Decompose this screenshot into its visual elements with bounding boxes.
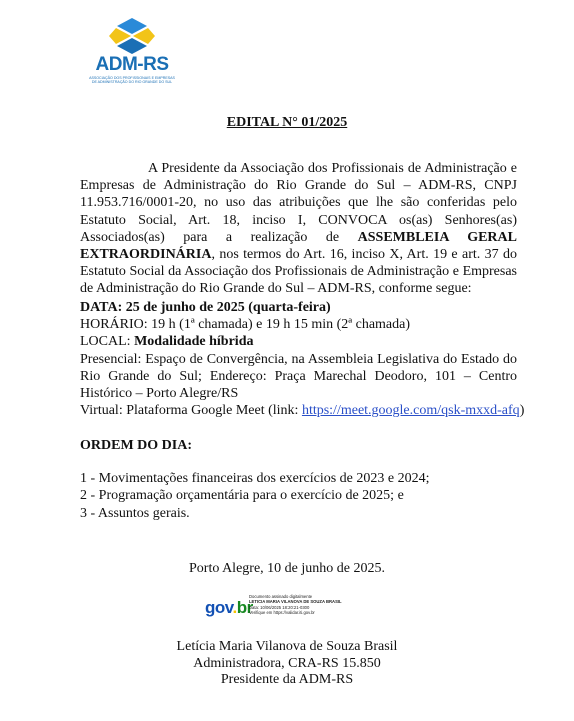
place-date: Porto Alegre, 10 de junho de 2025. xyxy=(189,561,385,576)
list-item: 2 - Programação orçamentária para o exercício de 2025; e xyxy=(80,488,404,504)
meeting-presencial: Presencial: Espaço de Convergência, na Assembleia Legislativa do Estado do Rio Grande do Sul; Endereço: Praça Marechal Deodoro, 101 – Centro Histórico – Porto Alegre/RS xyxy=(80,351,517,402)
meeting-details xyxy=(80,299,525,419)
signer-block xyxy=(0,639,574,689)
logo-wordmark: ADM-RS xyxy=(95,54,169,75)
list-item: 1 - Movimentações financeiras dos exercícios de 2023 e 2024; xyxy=(80,471,430,486)
adm-rs-logo xyxy=(80,18,184,84)
signer-position: Presidente da ADM-RS xyxy=(220,672,354,688)
list-item: 3 - Assuntos gerais. xyxy=(80,505,190,521)
assembly-type: ASSEMBLEIA GERAL EXTRAORDINÁRIA xyxy=(80,229,517,263)
signer-role: Administradora, CRA-RS 15.850 xyxy=(193,655,381,671)
meeting-virtual: Virtual: Plataforma Google Meet (link: https://meet.google.com/qsk-mxxd-afq) xyxy=(80,403,525,419)
signer-name: Letícia Maria Vilanova de Souza Brasil xyxy=(176,639,398,654)
meeting-local: LOCAL: Modalidade híbrida xyxy=(80,334,254,350)
intro-paragraph: A Presidente da Associação dos Profissionais de Administração e Empresas de Administração do Rio Grande do Sul – ADM-RS, CNPJ 11.953.716/0001-20, no uso das atribuições que lhe são conferidas pelo Estatuto Social, Art. 18, inciso I, CONVOCA os(as) Senhores(as) Associados(as) para a realização de ASSEMBLEIA GERAL EXTRAORDINÁRIA, nos termos do Art. 16, inciso X, Art. 19 e art. 37 do Estatuto Social da Associação dos Profissionais de Administração e Empresas de Administração do Rio Grande do Sul – ADM-RS, conforme segue: xyxy=(80,161,517,297)
ordem-title: ORDEM DO DIA: xyxy=(80,438,192,453)
edital-title: EDITAL N° 01/2025 xyxy=(226,115,348,130)
govbr-logo: gov.br xyxy=(205,598,253,617)
logo-subtitle: ASSOCIAÇÃO DOS PROFISSIONAIS E EMPRESAS DE ADMINISTRAÇÃO DO RIO GRANDE DO SUL xyxy=(89,76,175,84)
signature-details: Documento assinado digitalmente LETICIA MARIA VILANOVA DE SOUZA BRASIL Data: 10/06/2025 18:20:21-0300 Verifique em https://validar.iti.gov.br xyxy=(249,594,342,616)
ordem-list xyxy=(80,470,517,522)
meet-link[interactable]: https://meet.google.com/qsk-mxxd-afq xyxy=(301,403,520,419)
meeting-time: HORÁRIO: 19 h (1ª chamada) e 19 h 15 min (2ª chamada) xyxy=(80,317,411,333)
meeting-date: DATA: 25 de junho de 2025 (quarta-feira) xyxy=(80,300,331,315)
logo-emblem-icon xyxy=(107,18,157,54)
digital-signature-stamp xyxy=(205,592,375,624)
